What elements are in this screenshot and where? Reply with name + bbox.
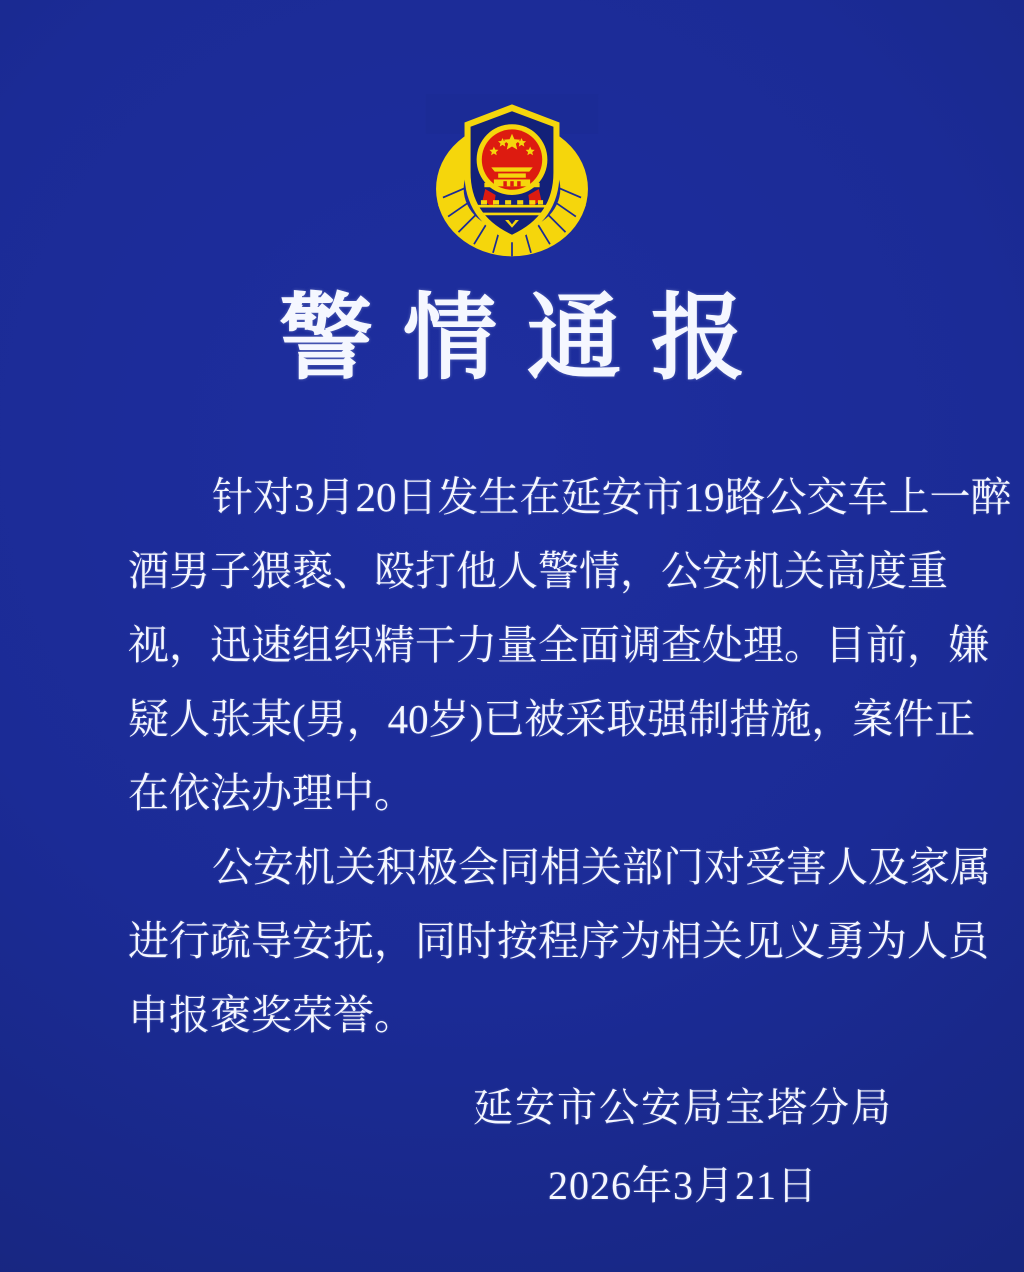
notice-line: 疑人张某(男，40岁)已被采取强制措施，案件正 bbox=[128, 696, 976, 742]
notice-line: 进行疏导安抚，同时按程序为相关见义勇为人员 bbox=[128, 918, 989, 964]
issue-date: 2026年3月21日 bbox=[548, 1163, 818, 1208]
police-badge-emblem bbox=[425, 94, 599, 258]
notice-body bbox=[128, 460, 1012, 1052]
police-badge-icon bbox=[425, 94, 599, 258]
notice-line: 酒男子猥亵、殴打他人警情，公安机关高度重 bbox=[128, 548, 948, 594]
notice-line: 针对3月20日发生在延安市19路公交车上一醉 bbox=[212, 474, 1012, 520]
notice-line: 在依法办理中。 bbox=[128, 770, 415, 816]
notice-line: 视，迅速组织精干力量全面调查处理。目前，嫌 bbox=[128, 622, 989, 668]
notice-line: 申报褒奖荣誉。 bbox=[128, 992, 415, 1038]
signature-block bbox=[433, 1072, 933, 1222]
notice-line: 公安机关积极会同相关部门对受害人及家属 bbox=[212, 844, 991, 890]
notice-title: 警情通报 bbox=[278, 287, 775, 391]
issuer-name: 延安市公安局宝塔分局 bbox=[473, 1085, 893, 1130]
